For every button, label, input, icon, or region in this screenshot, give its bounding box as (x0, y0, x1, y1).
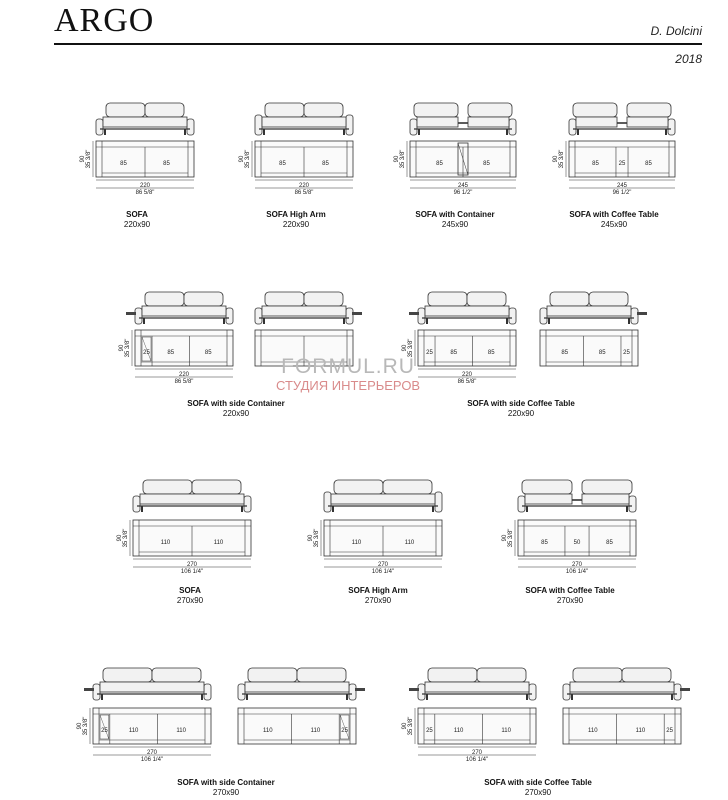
seat (245, 682, 349, 692)
depth-in: 35 3/8" (245, 149, 251, 169)
right-arm (346, 308, 353, 324)
label-g6 (467, 399, 575, 419)
back-cushion (265, 103, 304, 117)
back-cushion (106, 103, 145, 117)
left-arm (93, 684, 100, 700)
leg (263, 129, 265, 135)
back-cushion (103, 668, 152, 682)
cushion-label: 85 (279, 161, 286, 167)
plan-outline (569, 141, 675, 177)
label-title: SOFA with Coffee Table (569, 210, 659, 219)
plan-outline (418, 708, 536, 744)
right-arm (631, 308, 638, 324)
label-g9 (525, 586, 614, 606)
leg (343, 318, 345, 324)
label-size: 220x90 (222, 409, 250, 418)
back-cushion (265, 292, 304, 306)
side-module-top (680, 688, 690, 691)
leg (101, 694, 103, 700)
front-view (324, 480, 442, 512)
label-title: SOFA with Container (415, 210, 495, 219)
seat (100, 682, 204, 692)
width-cm: 270 (146, 750, 158, 756)
leg (141, 506, 143, 512)
left-arm (238, 684, 245, 700)
front-view (96, 103, 194, 135)
plan-view (402, 708, 536, 763)
right-arm (349, 684, 356, 700)
width-cm: 270 (471, 750, 483, 756)
left-arm (133, 496, 140, 512)
width-cm: 245 (457, 183, 469, 189)
plan-view (77, 708, 211, 763)
left-arm (135, 308, 142, 324)
seat (331, 494, 435, 504)
seat (425, 306, 509, 316)
seat (140, 494, 244, 504)
width-in: 106 1/4" (465, 757, 489, 763)
back-cushion (622, 668, 671, 682)
width-cm: 270 (186, 562, 198, 568)
cushion-label: 25 (426, 728, 433, 734)
width-cm: 220 (178, 372, 190, 378)
leg (143, 318, 145, 324)
back-cushion (143, 480, 192, 494)
right-arm (187, 119, 194, 135)
width-in: 96 1/2" (453, 190, 473, 196)
front-view (84, 668, 211, 700)
depth-cm: 90 (553, 155, 559, 163)
leg (526, 506, 528, 512)
back-cushion (522, 480, 572, 494)
leg (506, 318, 508, 324)
leg (526, 694, 528, 700)
width-in: 86 5/8" (294, 190, 314, 196)
side-module-top (409, 688, 419, 691)
seat (582, 494, 629, 504)
leg (223, 318, 225, 324)
depth-in: 35 3/8" (86, 149, 92, 169)
label-g7 (177, 586, 203, 606)
label-g8 (348, 586, 407, 606)
right-arm (668, 119, 675, 135)
leg (201, 694, 203, 700)
back-cushion (184, 292, 223, 306)
left-arm (418, 684, 425, 700)
side-module-top (355, 688, 365, 691)
label-g11 (484, 778, 592, 798)
cushion-label: 85 (120, 161, 127, 167)
cushion-label: 85 (450, 350, 458, 356)
back-cushion (145, 103, 184, 117)
designer-name: D. Dolcini (650, 24, 702, 38)
watermark-line-2: СТУДИЯ ИНТЕРЬЕРОВ (276, 378, 421, 393)
seat (417, 117, 458, 127)
cushion-label: 85 (483, 161, 490, 167)
label-title: SOFA High Arm (348, 586, 408, 595)
label-g1 (124, 210, 150, 230)
seat (142, 306, 226, 316)
cushion-label: 85 (541, 540, 548, 546)
plan-outline (418, 330, 516, 366)
right-arm (435, 492, 442, 512)
label-title: SOFA with side Coffee Table (467, 399, 575, 408)
left-arm (518, 496, 525, 512)
cushion-label: 25 (143, 350, 150, 356)
front-view (255, 292, 362, 324)
watermark-line-1: FORMUL.RU (281, 355, 415, 378)
label-title: SOFA with side Container (187, 399, 285, 408)
left-arm (540, 308, 547, 324)
side-module-top (126, 312, 136, 315)
width-in: 86 5/8" (457, 379, 477, 385)
width-in: 106 1/4" (180, 569, 204, 575)
back-cushion (428, 292, 467, 306)
plan-view (563, 708, 681, 744)
left-arm (324, 492, 331, 512)
label-title: SOFA High Arm (266, 210, 326, 219)
cushion-label: 110 (351, 540, 362, 546)
front-view (238, 668, 365, 700)
seat (468, 117, 509, 127)
back-cushion (383, 480, 432, 494)
cushion-label: 110 (635, 728, 646, 734)
leg (506, 129, 508, 135)
cushion-label: 25 (618, 161, 626, 167)
leg (241, 506, 243, 512)
label-size: 220x90 (123, 220, 151, 229)
front-view (518, 480, 636, 512)
side-module-top (84, 688, 94, 691)
depth-cm: 90 (239, 155, 245, 163)
leg (628, 318, 630, 324)
right-arm (674, 684, 681, 700)
year: 2018 (675, 52, 702, 66)
front-view (409, 292, 516, 324)
leg (263, 318, 265, 324)
seat (262, 117, 346, 127)
cushion-label: 85 (606, 540, 613, 546)
back-cushion (192, 480, 241, 494)
left-arm (255, 115, 262, 135)
leg (665, 129, 667, 135)
label-size: 270x90 (524, 788, 552, 797)
back-cushion (334, 480, 383, 494)
label-g4 (569, 210, 658, 230)
left-arm (569, 119, 576, 135)
back-cushion (468, 103, 512, 117)
cushion-label: 110 (588, 728, 598, 734)
right-arm (226, 308, 233, 324)
leg (671, 694, 673, 700)
depth-in: 35 3/8" (314, 528, 320, 548)
seat (547, 306, 631, 316)
cushion-label: 85 (167, 350, 175, 356)
watermark (276, 356, 420, 392)
label-size: 220x90 (507, 409, 535, 418)
width-in: 106 1/4" (371, 569, 395, 575)
plan-view (308, 520, 442, 575)
cushion-label: 110 (160, 540, 171, 546)
depth-cm: 90 (117, 534, 123, 542)
label-size: 270x90 (364, 596, 392, 605)
back-cushion (152, 668, 201, 682)
front-view (540, 292, 647, 324)
back-cushion (414, 103, 458, 117)
leg (184, 129, 186, 135)
leg (426, 318, 428, 324)
back-cushion (573, 103, 617, 117)
cushion-label: 25 (666, 728, 673, 734)
leg (246, 694, 248, 700)
right-arm (346, 115, 353, 135)
plan-outline (135, 330, 233, 366)
plan-outline (540, 330, 638, 366)
plan-view (540, 330, 638, 366)
leg (343, 129, 345, 135)
cushion-label: 85 (598, 350, 606, 356)
label-g2 (266, 210, 325, 230)
header-rule (54, 43, 702, 45)
front-view (409, 668, 536, 700)
right-arm (529, 684, 536, 700)
label-g5 (187, 399, 285, 419)
width-cm: 220 (139, 183, 151, 189)
back-cushion (573, 668, 622, 682)
depth-in: 35 3/8" (508, 528, 514, 548)
cushion-label: 25 (426, 350, 433, 356)
plan-view (80, 141, 194, 196)
left-arm (563, 684, 570, 700)
label-size: 270x90 (556, 596, 584, 605)
depth-cm: 90 (80, 155, 86, 163)
seat (627, 117, 668, 127)
back-cushion (477, 668, 526, 682)
left-arm (255, 308, 262, 324)
cushion-label: 50 (573, 540, 581, 546)
label-title: SOFA with side Coffee Table (484, 778, 592, 787)
cushion-label: 85 (436, 161, 443, 167)
depth-cm: 90 (394, 155, 400, 163)
cushion-label: 110 (310, 728, 321, 734)
cushion-label: 25 (623, 350, 630, 356)
plan-outline (563, 708, 681, 744)
label-title: SOFA (179, 586, 201, 595)
depth-in: 35 3/8" (125, 338, 131, 358)
label-title: SOFA (126, 210, 148, 219)
leg (426, 694, 428, 700)
front-view (563, 668, 690, 700)
width-cm: 245 (616, 183, 628, 189)
plan-view (394, 141, 516, 196)
cushion-label: 110 (128, 728, 139, 734)
depth-cm: 90 (402, 722, 408, 730)
leg (577, 129, 579, 135)
leg (548, 318, 550, 324)
label-size: 270x90 (176, 596, 204, 605)
label-g10 (177, 778, 275, 798)
width-in: 106 1/4" (565, 569, 589, 575)
depth-in: 35 3/8" (559, 149, 565, 169)
depth-in: 35 3/8" (123, 528, 129, 548)
cushion-label: 110 (501, 728, 511, 734)
width-cm: 270 (377, 562, 389, 568)
width-in: 86 5/8" (135, 190, 155, 196)
depth-in: 35 3/8" (408, 716, 414, 736)
back-cushion (297, 668, 346, 682)
label-g3 (415, 210, 494, 230)
back-cushion (248, 668, 297, 682)
depth-cm: 90 (402, 344, 408, 352)
seat (425, 682, 529, 692)
plan-view (119, 330, 233, 385)
label-title: SOFA with side Container (177, 778, 275, 787)
depth-cm: 90 (308, 534, 314, 542)
depth-cm: 90 (502, 534, 508, 542)
cushion-label: 85 (592, 161, 599, 167)
cushion-label: 110 (453, 728, 464, 734)
seat (262, 306, 346, 316)
cushion-label: 85 (204, 350, 212, 356)
width-cm: 220 (461, 372, 473, 378)
label-size: 245x90 (441, 220, 469, 229)
side-module-top (352, 312, 362, 315)
leg (571, 694, 573, 700)
depth-cm: 90 (77, 722, 83, 730)
right-arm (509, 308, 516, 324)
back-cushion (467, 292, 506, 306)
back-cushion (582, 480, 632, 494)
depth-in: 35 3/8" (400, 149, 406, 169)
back-cushion (145, 292, 184, 306)
plan-outline (518, 520, 636, 556)
cushion-label: 85 (487, 350, 495, 356)
front-view (133, 480, 251, 512)
label-title: SOFA with Coffee Table (525, 586, 615, 595)
cushion-label: 85 (322, 161, 329, 167)
depth-cm: 90 (119, 344, 125, 352)
cushion-label: 110 (404, 540, 415, 546)
plan-outline (93, 708, 211, 744)
cushion-label: 85 (163, 161, 170, 167)
plan-view (117, 520, 251, 575)
cushion-label: 85 (561, 350, 569, 356)
back-cushion (304, 292, 343, 306)
side-module-top (637, 312, 647, 315)
label-size: 245x90 (600, 220, 628, 229)
cushion-label: 110 (213, 540, 224, 546)
front-view (126, 292, 233, 324)
right-arm (244, 496, 251, 512)
cushion-label: 25 (101, 728, 108, 734)
label-size: 220x90 (282, 220, 310, 229)
seat (103, 117, 187, 127)
right-arm (509, 119, 516, 135)
plan-outline (238, 708, 356, 744)
plan-view (238, 708, 356, 744)
width-cm: 270 (571, 562, 583, 568)
label-size: 270x90 (212, 788, 240, 797)
cushion-label: 110 (263, 728, 273, 734)
left-arm (96, 119, 103, 135)
cushion-label: 25 (341, 728, 348, 734)
right-arm (629, 496, 636, 512)
front-view (255, 103, 353, 135)
front-view (569, 103, 675, 135)
back-cushion (428, 668, 477, 682)
depth-in: 35 3/8" (83, 716, 89, 736)
side-module-top (409, 312, 419, 315)
left-arm (410, 119, 417, 135)
width-cm: 220 (298, 183, 310, 189)
leg (346, 694, 348, 700)
seat (570, 682, 674, 692)
back-cushion (550, 292, 589, 306)
leg (332, 506, 334, 512)
depth-in: 35 3/8" (408, 338, 414, 358)
plan-view (239, 141, 353, 196)
width-in: 86 5/8" (174, 379, 194, 385)
back-cushion (589, 292, 628, 306)
right-arm (204, 684, 211, 700)
leg (626, 506, 628, 512)
cushion-label: 85 (645, 161, 652, 167)
width-in: 96 1/2" (612, 190, 632, 196)
left-arm (418, 308, 425, 324)
cushion-label: 110 (176, 728, 186, 734)
seat (525, 494, 572, 504)
back-cushion (627, 103, 671, 117)
brand-title: ARGO (54, 2, 155, 39)
leg (418, 129, 420, 135)
leg (432, 506, 434, 512)
width-in: 106 1/4" (140, 757, 164, 763)
plan-view (553, 141, 675, 196)
seat (576, 117, 617, 127)
front-view (410, 103, 516, 135)
back-cushion (304, 103, 343, 117)
plan-view (502, 520, 636, 575)
leg (104, 129, 106, 135)
